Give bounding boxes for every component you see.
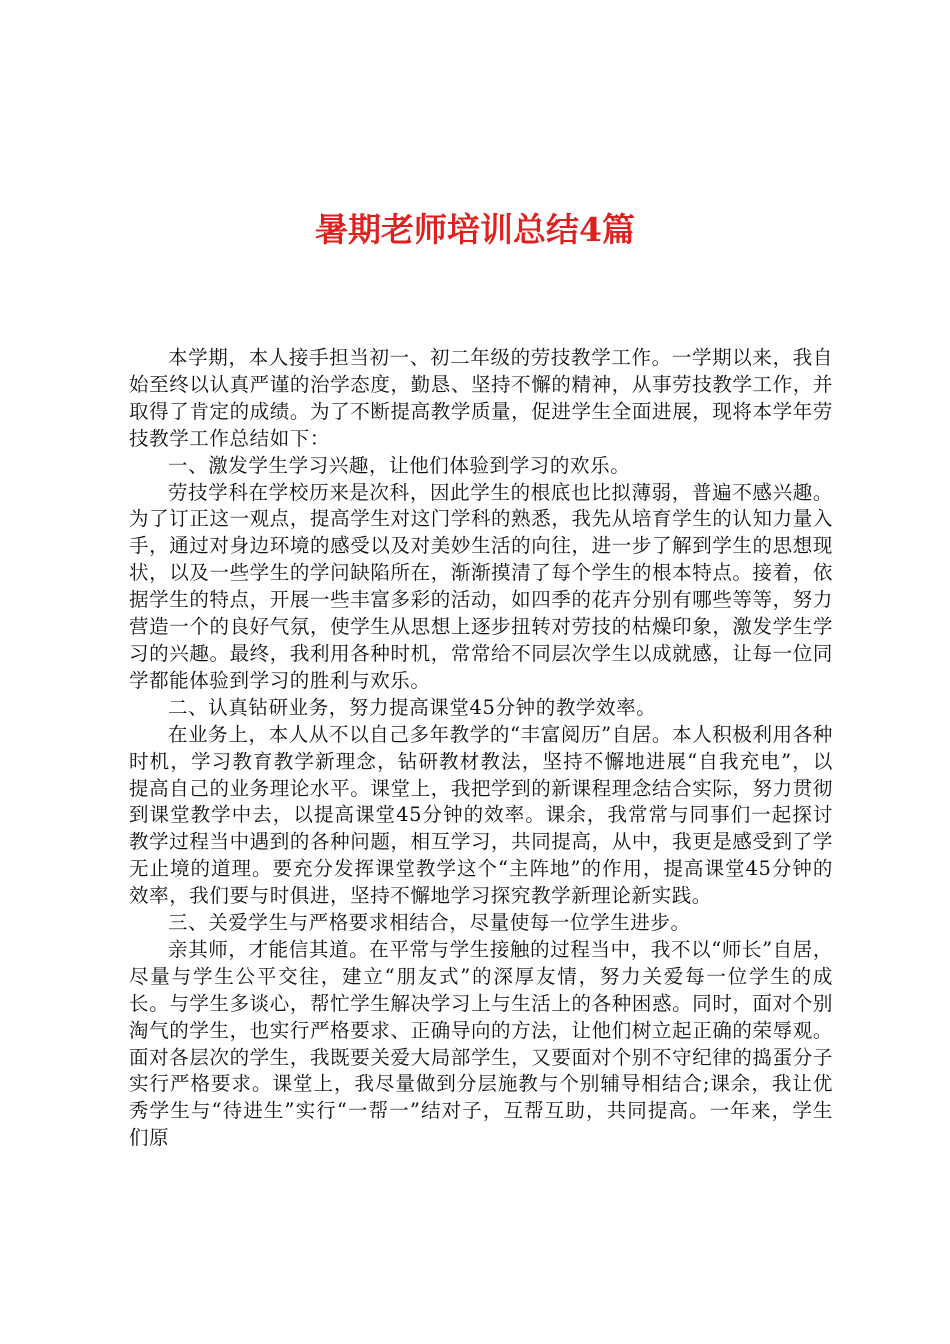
section-heading-2: 二、认真钻研业务，努力提高课堂45分钟的教学效率。	[168, 695, 657, 719]
paragraph-intro: 本学期，本人接手担当初一、初二年级的劳技教学工作。一学期以来，我自始至终以认真严谨的治学态度，勤恳、坚持不懈的精神，从事劳技教学工作，并取得了肯定的成绩。为了不断提高教学质量，促进学生全面进展，现将本学年劳技教学工作总结如下：	[129, 346, 833, 450]
document-body	[129, 345, 833, 1152]
section-heading-3: 三、关爱学生与严格要求相结合，尽量使每一位学生进步。	[168, 911, 691, 935]
document-title: 暑期老师培训总结4篇	[315, 210, 635, 249]
section-heading-1: 一、激发学生学习兴趣，让他们体验到学习的欢乐。	[168, 453, 631, 477]
paragraph-section-1: 劳技学科在学校历来是次科，因此学生的根底也比拟薄弱，普遍不感兴趣。为了订正这一观点，提高学生对这门学科的熟悉，我先从培育学生的认知力量入手，通过对身边环境的感受以及对美妙生活的向往，进一步了解到学生的思想现状，以及一些学生的学问缺陷所在，渐渐摸清了每个学生的根本特点。接着，依据学生的特点，开展一些丰富多彩的活动，如四季的花卉分别有哪些等等，努力营造一个的良好气氛，使学生从思想上逐步扭转对劳技的枯燥印象，激发学生学习的兴趣。最终，我利用各种时机，常常给不同层次学生以成就感，让每一位同学都能体验到学习的胜利与欢乐。	[129, 480, 833, 692]
paragraph-section-2: 在业务上，本人从不以自己多年教学的“丰富阅历”自居。本人积极利用各种时机，学习教育教学新理念，钻研教材教法，坚持不懈地进展“自我充电”，以提高自己的业务理论水平。课堂上，我把学到的新课程理念结合实际，努力贯彻到课堂教学中去，以提高课堂45分钟的效率。课余，我常常与同事们一起探讨教学过程当中遇到的各种问题，相互学习，共同提高，从中，我更是感受到了学无止境的道理。要充分发挥课堂教学这个“主阵地”的作用，提高课堂45分钟的效率，我们要与时俱进，坚持不懈地学习探究教学新理论新实践。	[129, 722, 833, 908]
paragraph-section-3: 亲其师，才能信其道。在平常与学生接触的过程当中，我不以“师长”自居，尽量与学生公平交往，建立“朋友式”的深厚友情，努力关爱每一位学生的成长。与学生多谈心，帮忙学生解决学习上与生活上的各种困惑。同时，面对个别淘气的学生，也实行严格要求、正确导向的方法，让他们树立起正确的荣辱观。面对各层次的学生，我既要关爱大局部学生，又要面对个别不守纪律的捣蛋分子实行严格要求。课堂上，我尽量做到分层施教与个别辅导相结合;课余，我让优秀学生与“待进生”实行“一帮一”结对子，互帮互助，共同提高。一年来，学生们原	[129, 937, 833, 1150]
